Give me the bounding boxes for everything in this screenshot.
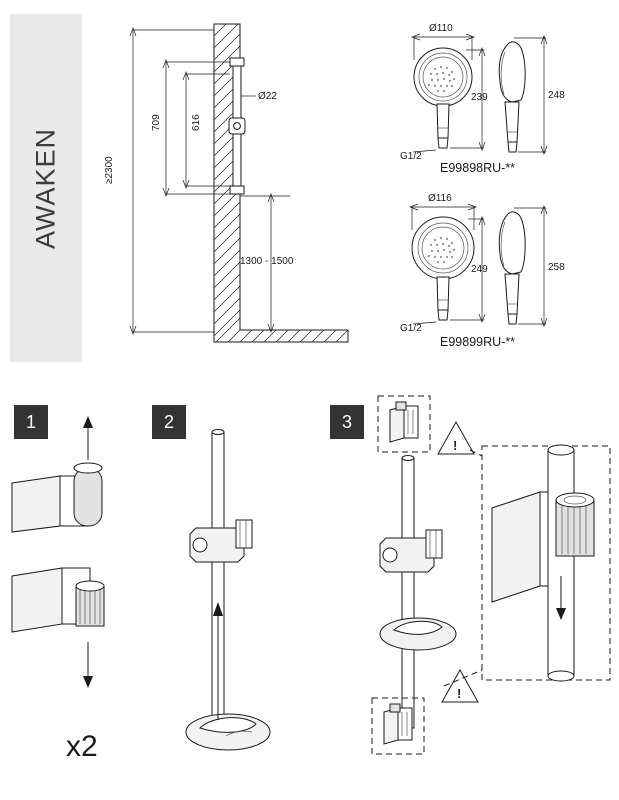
step-2-number: 2 <box>152 405 186 439</box>
dim-p2-front-height: 249 <box>471 264 488 275</box>
dim-outlet-height-text: 1300 - 1500 <box>240 256 294 267</box>
step-3-number: 3 <box>330 405 364 439</box>
warning-bottom-glyph: ! <box>457 686 462 701</box>
step-1-number: 1 <box>14 405 48 439</box>
product-1-code: E99898RU-** <box>440 161 516 175</box>
product-2-code: E99899RU-** <box>440 335 516 349</box>
dim-rod-diameter: Ø22 <box>258 91 277 102</box>
dim-p1-front-height: 239 <box>471 92 488 103</box>
dim-p2-thread: G1/2 <box>400 323 422 334</box>
dim-outlet-height <box>240 194 294 332</box>
warning-top-glyph: ! <box>453 438 458 453</box>
dim-616-text: 616 <box>191 114 202 131</box>
technical-drawing-top <box>0 0 619 378</box>
detail-zoom-view <box>492 445 594 681</box>
product-2-drawing <box>400 193 565 349</box>
product-1-drawing <box>400 23 565 175</box>
dim-p1-side-height: 248 <box>548 90 565 101</box>
dim-p1-thread: G1/2 <box>400 151 422 162</box>
dim-p1-head-diameter: Ø110 <box>429 23 453 34</box>
dim-total-height-text: ≥2300 <box>104 156 115 184</box>
warning-triangle-top-icon <box>438 422 474 454</box>
step-3-illustration <box>372 396 610 754</box>
dim-p2-side-height: 258 <box>548 262 565 273</box>
warning-triangle-bottom-icon <box>442 670 478 702</box>
step-1-illustration <box>12 416 104 688</box>
brand-name: AWAKEN <box>30 127 61 249</box>
dim-709-text: 709 <box>151 114 162 131</box>
step-2-illustration <box>186 430 270 751</box>
dim-p2-head-diameter: Ø116 <box>428 193 452 204</box>
step-1-quantity: x2 <box>66 730 98 763</box>
rod-diameter-callout <box>241 91 277 102</box>
